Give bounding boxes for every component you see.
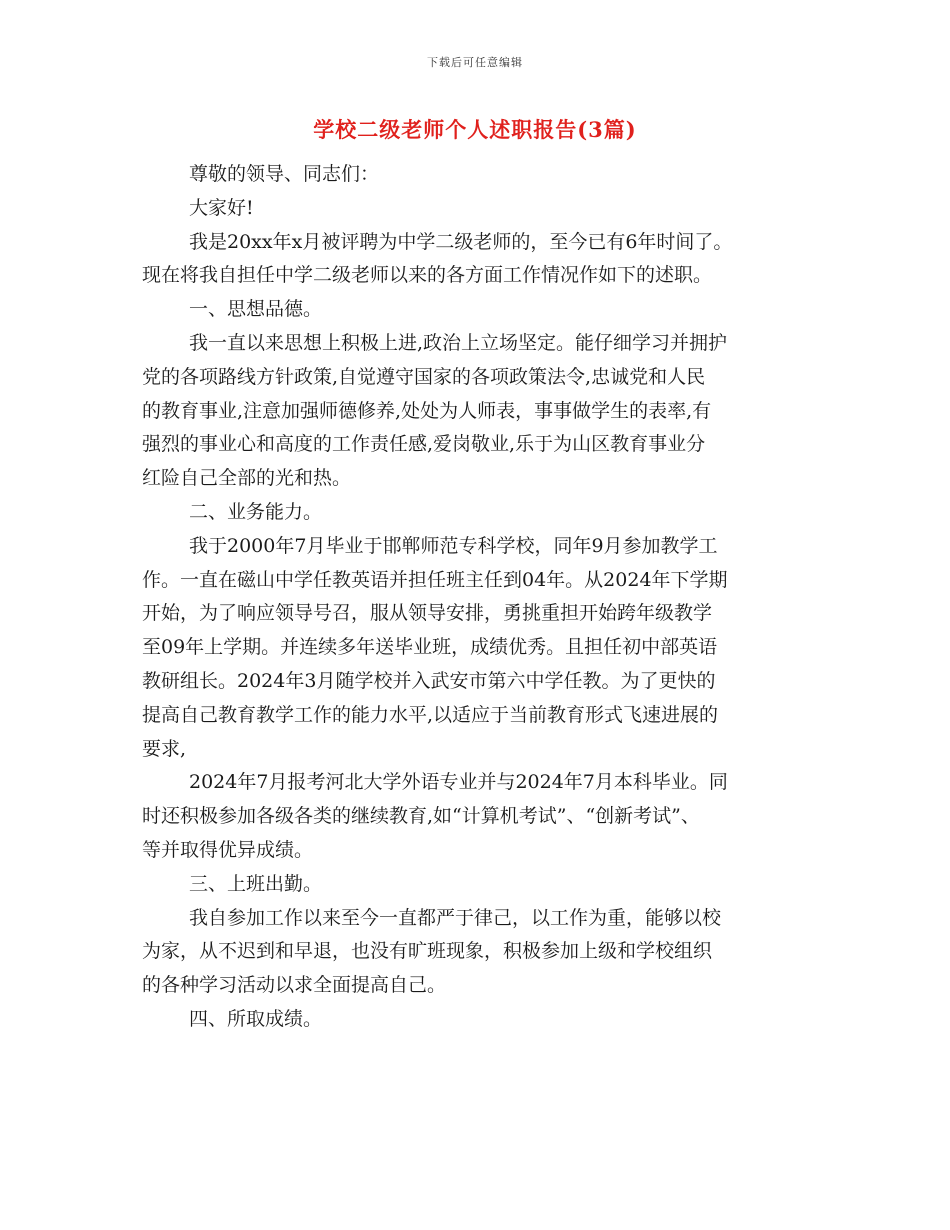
body-line: 教研组长。2024年3月随学校并入武安市第六中学任教。为了更快的 [142, 669, 716, 692]
body-line: 的教育事业,注意加强师德修养,处处为人师表，事事做学生的表率,有 [142, 399, 712, 422]
body-line: 现在将我自担任中学二级老师以来的各方面工作情况作如下的述职。 [142, 264, 713, 287]
body-line: 我是20xx年x月被评聘为中学二级老师的，至今已有6年时间了。 [189, 230, 733, 253]
header-note: 下载后可任意编辑 [427, 56, 523, 69]
body-line: 我一直以来思想上积极上进,政治上立场坚定。能仔细学习并拥护 [189, 331, 728, 354]
body-line: 强烈的事业心和高度的工作责任感,爱岗敬业,乐于为山区教育事业分 [142, 433, 706, 456]
body-line: 二、业务能力。 [189, 500, 323, 523]
body-line: 要求, [142, 737, 187, 760]
body-line: 的各种学习活动以求全面提高自己。 [142, 974, 447, 997]
body-line: 三、上班出勤。 [189, 872, 323, 895]
body-line: 党的各项路线方针政策,自觉遵守国家的各项政策法令,忠诚党和人民 [142, 365, 706, 388]
body-line: 作。一直在磁山中学任教英语并担任班主任到04年。从2024年下学期 [142, 568, 728, 591]
body-line: 提高自己教育教学工作的能力水平,以适应于当前教育形式飞速进展的 [142, 703, 719, 726]
body-line: 红险自己全部的光和热。 [142, 467, 352, 490]
body-line: 尊敬的领导、同志们： [189, 163, 380, 185]
document-title: 学校二级老师个人述职报告(3篇) [313, 117, 637, 142]
document-body [142, 158, 822, 1037]
body-line: 开始，为了响应领导号召，服从领导安排，勇挑重担开始跨年级教学 [142, 602, 713, 625]
body-line: 四、所取成绩。 [189, 1007, 323, 1030]
body-line: 至09年上学期。并连续多年送毕业班，成绩优秀。且担任初中部英语 [142, 636, 718, 659]
body-line: 我自参加工作以来至今一直都严于律己，以工作为重，能够以校 [189, 906, 722, 929]
body-line: 时还积极参加各级各类的继续教育,如“计算机考试”、“创新考试”、 [142, 805, 700, 828]
body-line: 大家好! [189, 196, 254, 219]
body-line: 我于2000年7月毕业于邯郸师范专科学校，同年9月参加教学工 [189, 534, 718, 557]
body-line: 等并取得优异成绩。 [142, 838, 314, 861]
body-line: 为家，从不迟到和早退，也没有旷班现象，积极参加上级和学校组织 [142, 940, 713, 963]
body-line: 2024年7月报考河北大学外语专业并与2024年7月本科毕业。同 [189, 771, 728, 794]
body-line: 一、思想品德。 [189, 298, 323, 321]
